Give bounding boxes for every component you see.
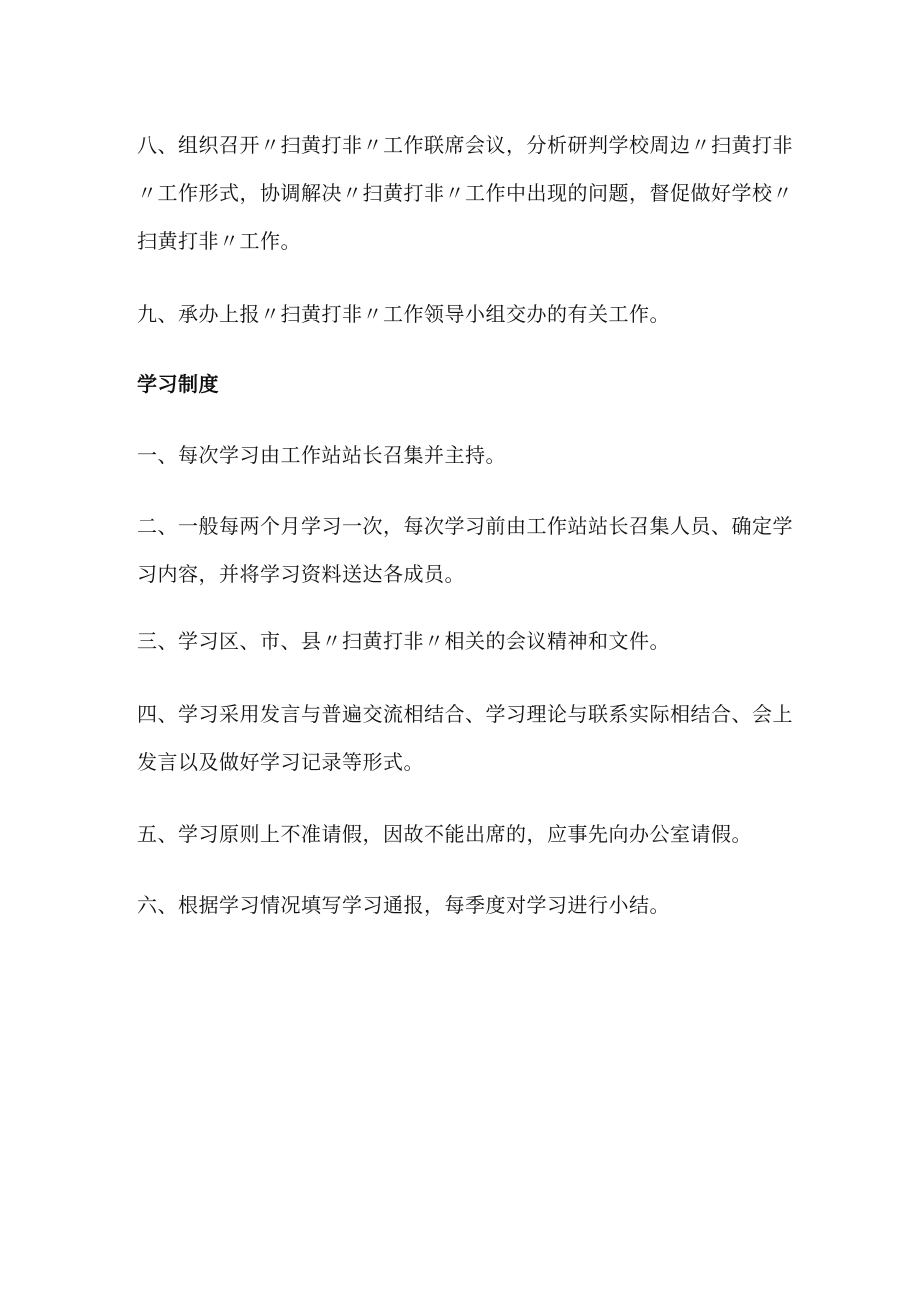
- section-title: 学习制度: [137, 372, 219, 396]
- rule-item-5: 五、学习原则上不准请假，因故不能出席的，应事先向办公室请假。: [137, 822, 752, 846]
- rule-item-3: 三、学习区、市、县〃扫黄打非〃相关的会议精神和文件。: [137, 629, 670, 653]
- rule-item-4: 四、学习采用发言与普遍交流相结合、学习理论与联系实际相结合、会上发言以及做好学习记录等形式。: [137, 702, 793, 774]
- paragraph-item-9: 九、承办上报〃扫黄打非〃工作领导小组交办的有关工作。: [137, 302, 670, 326]
- rule-item-1: 一、每次学习由工作站站长召集并主持。: [137, 443, 506, 467]
- rule-item-2: 二、一般每两个月学习一次，每次学习前由工作站站长召集人员、确定学习内容，并将学习资料送达各成员。: [137, 514, 793, 586]
- rule-item-6: 六、根据学习情况填写学习通报，每季度对学习进行小结。: [137, 893, 670, 917]
- paragraph-item-8: 八、组织召开〃扫黄打非〃工作联席会议，分析研判学校周边〃扫黄打非〃工作形式，协调解决〃扫黄打非〃工作中出现的问题，督促做好学校〃扫黄打非〃工作。: [137, 133, 793, 253]
